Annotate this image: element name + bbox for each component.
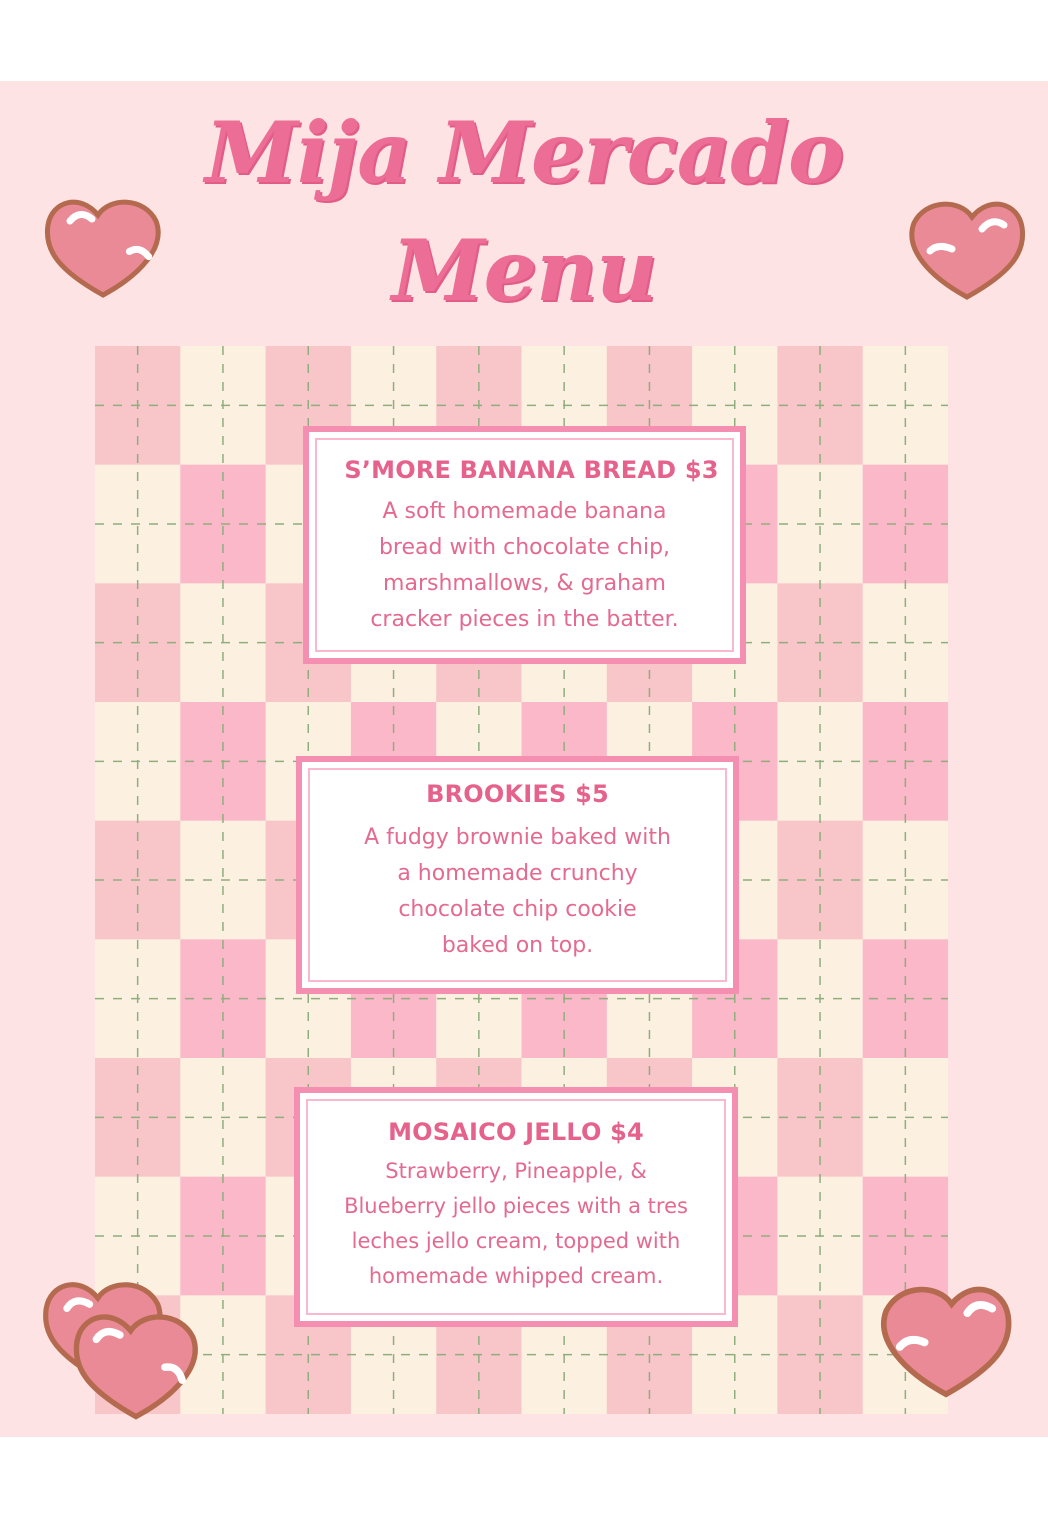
- menu-item-card: [296, 756, 739, 994]
- menu-title: Mija Mercado: [205, 103, 843, 202]
- menu-poster: [0, 81, 1048, 1437]
- menu-item-card: [294, 1087, 738, 1327]
- menu-subtitle: Menu: [391, 221, 657, 320]
- menu-item-name: MOSAICO JELLO $4: [388, 1118, 644, 1146]
- menu-item-name: BROOKIES $5: [426, 780, 609, 808]
- heart-icon: [904, 193, 1030, 303]
- menu-item-card: [303, 426, 746, 664]
- heart-icon: [872, 1277, 1020, 1401]
- menu-item-description: A soft homemade banana bread with chocolate chip, marshmallows, & graham cracker pieces in the batter.: [370, 499, 679, 632]
- menu-item-description: A fudgy brownie baked with a homemade crunchy chocolate chip cookie baked on top.: [364, 825, 671, 958]
- menu-item-description: Strawberry, Pineapple, & Blueberry jello pieces with a tres leches jello cream, topped with homemade whipped cream.: [344, 1159, 688, 1288]
- heart-icon: [40, 191, 166, 301]
- heart-icon: [62, 1305, 210, 1423]
- menu-item-name: S’MORE BANANA BREAD $3: [344, 456, 719, 484]
